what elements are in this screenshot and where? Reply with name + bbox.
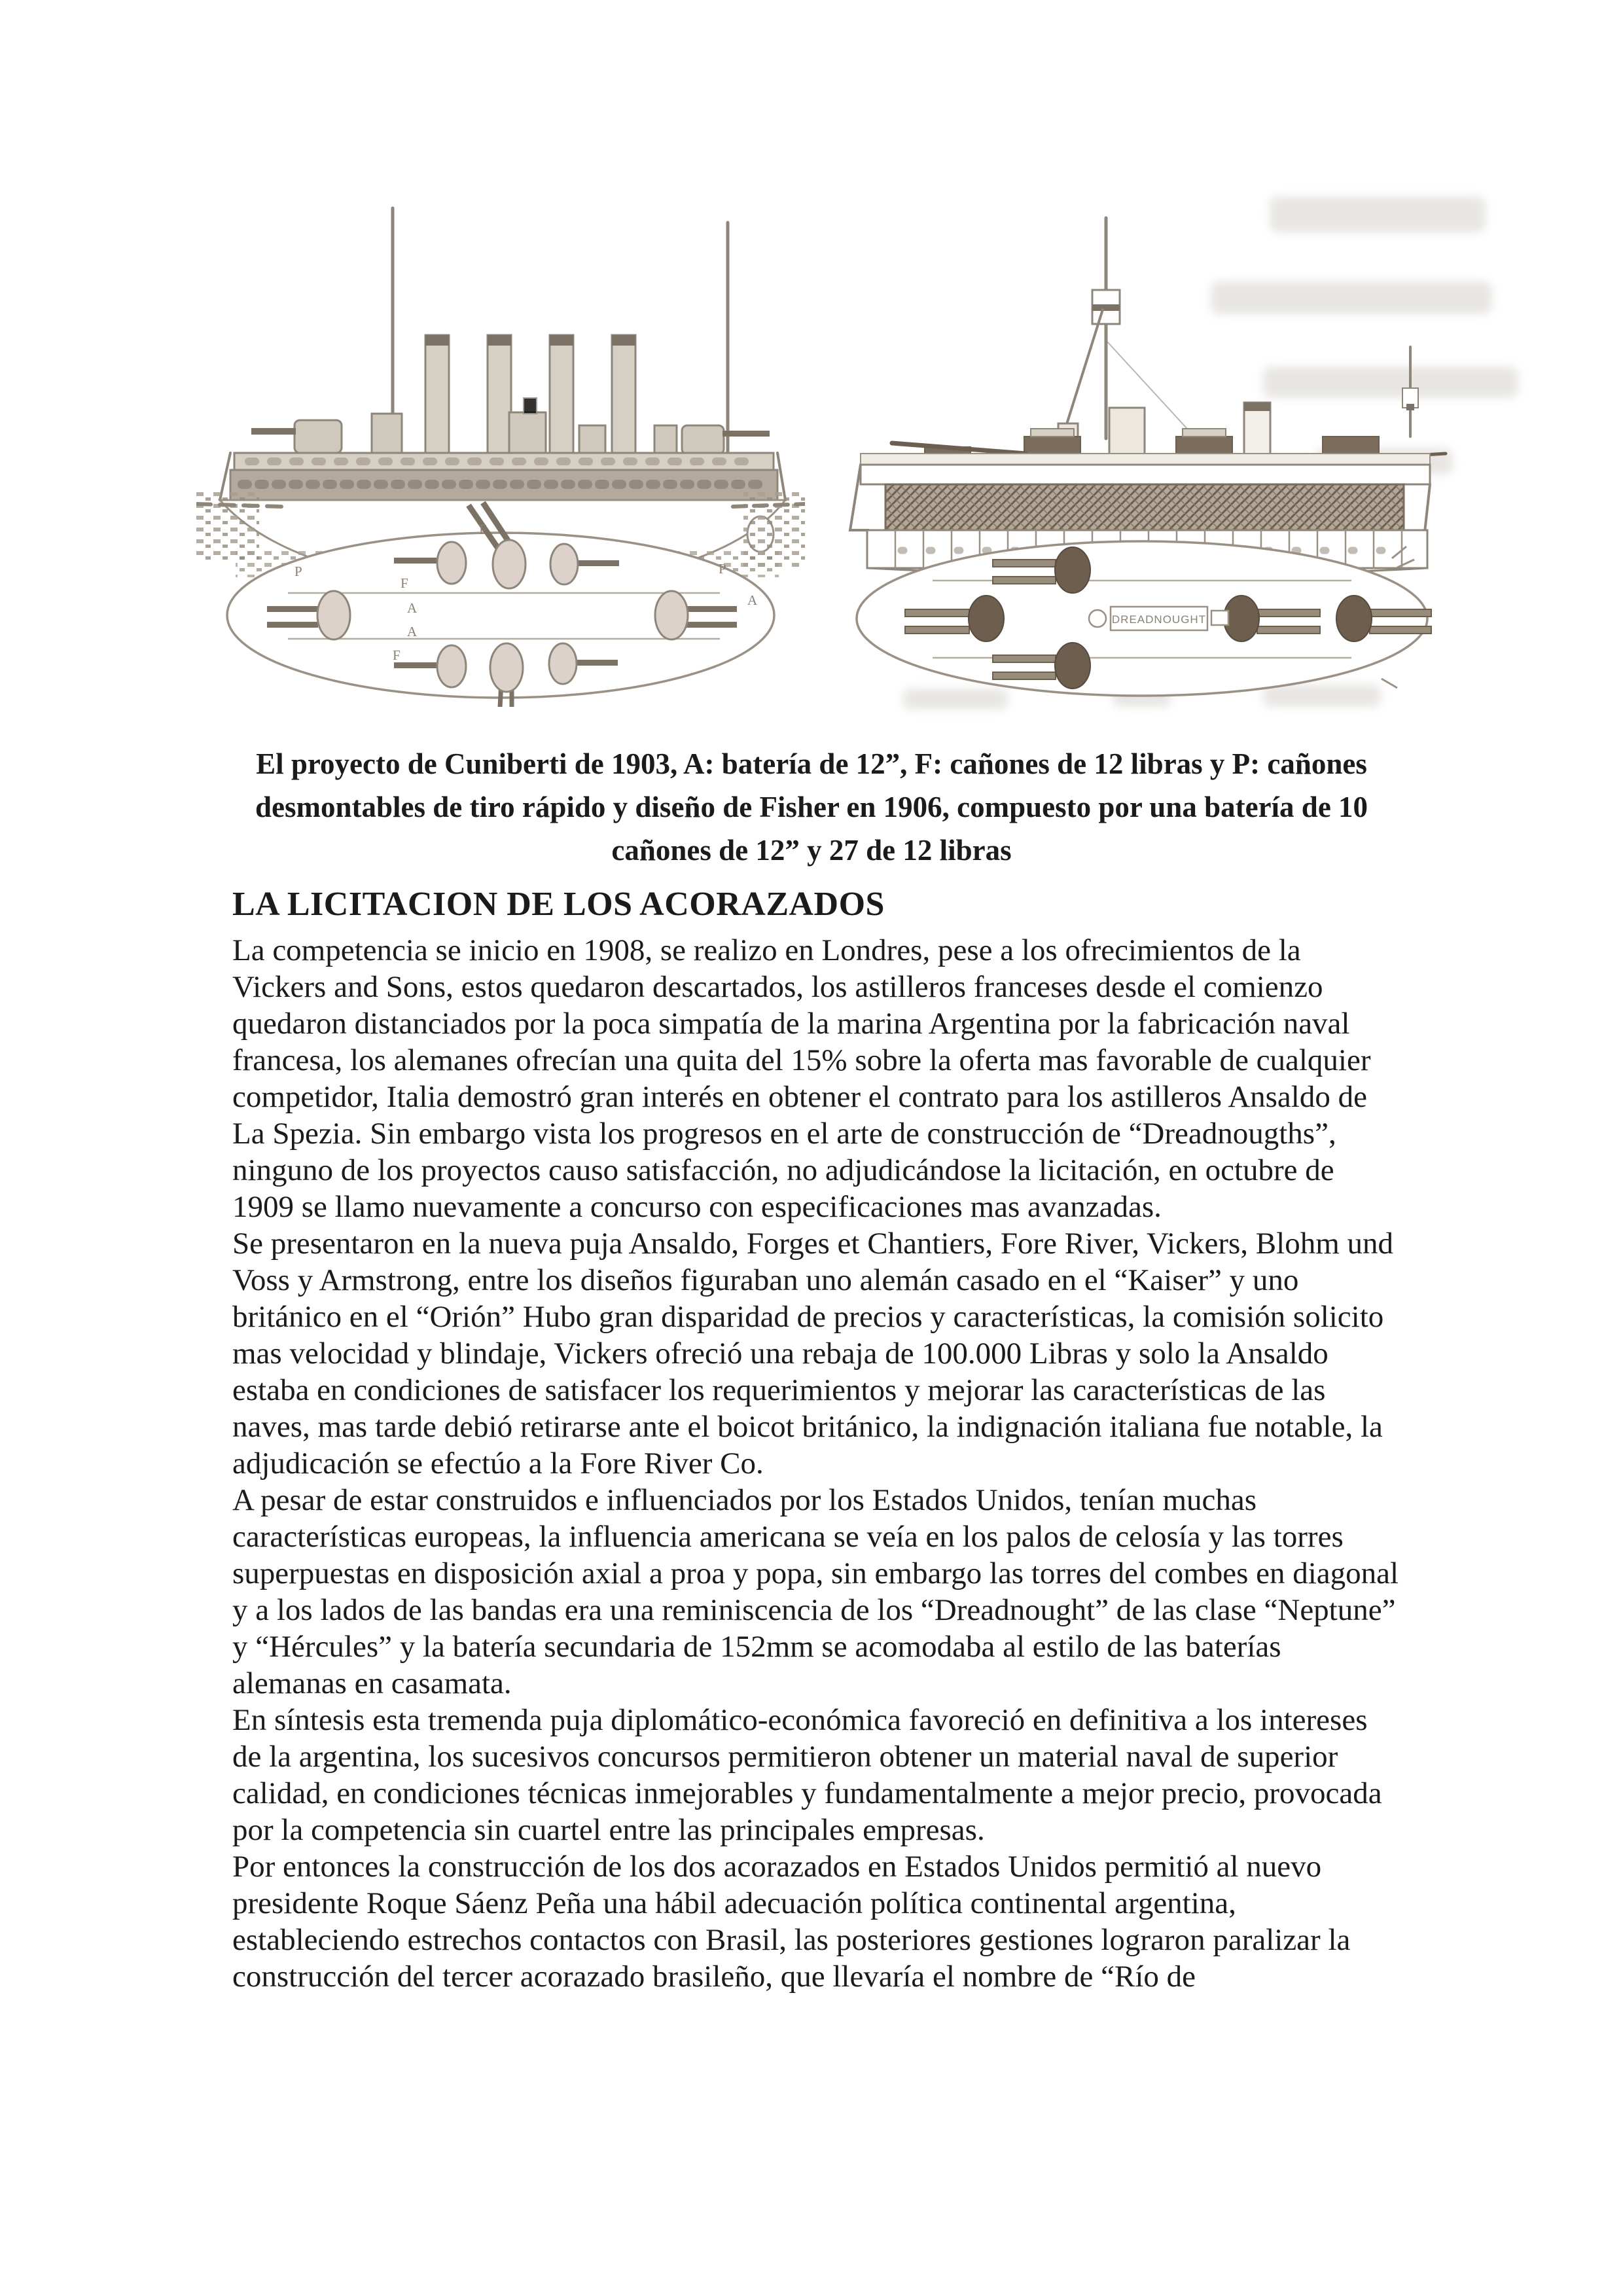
plan-letter: P	[719, 561, 726, 577]
fisher-1906-figure	[828, 193, 1463, 704]
paragraph: La competencia se inicio en 1908, se realizo en Londres, pese a los ofrecimientos de la Vickers and Sons, estos quedaron descartados, los astilleros franceses desde el comienzo quedaron distanciados por la poca simpatía de la marina Argentina por la fabricación naval francesa, los alemanes ofrecían una quita del 15% sobre la oferta mas favorable de cualquier competidor, Italia demostró gran interés en obtener el contrato para los astilleros Ansaldo de La Spezia. Sin embargo vista los progresos en el arte de construcción de “Dreadnougths”, ninguno de los proyectos causo satisfacción, no adjudicándose la licitación, en octubre de 1909 se llamo nuevamente a concurso con especificaciones mas avanzadas.	[232, 933, 1371, 1224]
plan-letter: F	[401, 575, 408, 591]
paragraph: En síntesis esta tremenda puja diplomático-económica favoreció en definitiva a los intereses de la argentina, los sucesivos concursos permitieron obtener un material naval de superior calidad, en condiciones técnicas inmejorables y fundamentalmente a mejor precio, provocada por la competencia sin cuartel entre las principales empresas.	[232, 1703, 1382, 1847]
fisher-1906-side-profile	[850, 218, 1446, 575]
plan-letter: F	[479, 522, 487, 537]
body-text	[232, 932, 1400, 1995]
plan-letter: A	[407, 600, 418, 616]
plan-letter: A	[747, 592, 758, 608]
fisher-1906-deck-plan	[857, 541, 1431, 696]
plan-letter: A	[407, 624, 418, 639]
cuniberti-1903-figure	[196, 196, 805, 707]
section-heading: LA LICITACION DE LOS ACORAZADOS	[232, 886, 885, 923]
paragraph: Se presentaron en la nueva puja Ansaldo, Forges et Chantiers, Fore River, Vickers, Blohm und Voss y Armstrong, entre los diseños figuraban uno alemán casado en el “Kaiser” y uno británico en el “Orión” Hubo gran disparidad de precios y características, la comisión solicito mas velocidad y blindaje, Vickers ofreció una rebaja de 100.000 Libras y solo la Ansaldo estaba en condiciones de satisfacer los requerimientos y mejorar las características de las naves, mas tarde debió retirarse ante el boicot británico, la indignación italiana fue notable, la adjudicación se efectúo a la Fore River Co.	[232, 1227, 1393, 1480]
plan-letter: P	[294, 564, 302, 579]
dreadnought-label: DREADNOUGHT	[1111, 613, 1207, 626]
plan-letter: F	[393, 647, 401, 663]
paragraph: Por entonces la construcción de los dos acorazados en Estados Unidos permitió al nuevo presidente Roque Sáenz Peña una hábil adecuación política continental argentina, estableciendo estrechos contactos con Brasil, las posteriores gestiones lograron paralizar la construcción del tercer acorazado brasileño, que llevaría el nombre de “Río de	[232, 1850, 1351, 1994]
figure-caption: El proyecto de Cuniberti de 1903, A: batería de 12”, F: cañones de 12 libras y P: cañones desmontables de tiro rápido y diseño de Fisher en 1906, compuesto por una batería de 10 cañones de 12” y 27 de 12 libras	[255, 747, 1368, 867]
paragraph: A pesar de estar construidos e influenciados por los Estados Unidos, tenían muchas características europeas, la influencia americana se veía en los palos de celosía y las torres superpuestas en disposición axial a proa y popa, sin embargo las torres del combes en diagonal y a los lados de las bandas era una reminiscencia de los “Dreadnought” de las clase “Neptune” y “Hércules” y la batería secundaria de 152mm se acomodaba al estilo de las baterías alemanas en casamata.	[232, 1483, 1399, 1700]
